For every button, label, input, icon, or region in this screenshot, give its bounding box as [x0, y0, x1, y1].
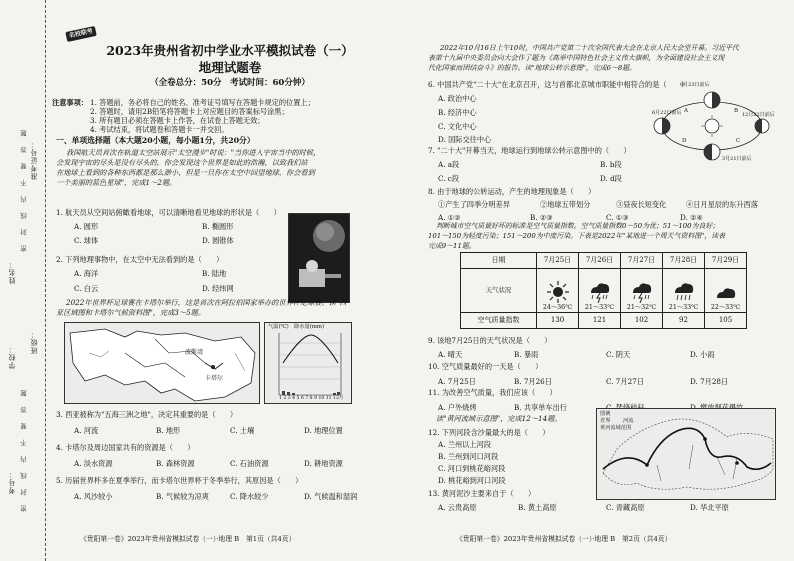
page-footer: 《贵阳第一卷》2023年贵州省模拟试卷（一）·地理 B 第1页（共4页） [80, 535, 296, 543]
question-3: 3. 西亚被称为"五海三洲之地"，决定其重要的是（ ） [56, 410, 238, 419]
school-label: 学校： [8, 345, 16, 369]
question-1: 1. 航天员从空间站俯瞰看地球，可以清晰地看见地球的形状是（ ） [56, 208, 281, 217]
page-footer: 《贵阳第一卷》2023年贵州省模拟试卷（一）·地理 B 第2页（共4页） [456, 535, 672, 543]
note-item: 3. 所有题目必须在答题卡上作答，在试卷上答题无效； [90, 116, 265, 125]
orbit-date-label: 12月22日前后 [742, 112, 775, 118]
subject-title: 地理试题卷 [198, 60, 262, 75]
passage-line: 2022年世界杯足球赛在卡塔尔举行，这是首次在阿拉伯国家举办的世界杯足球赛。读"西 [66, 298, 347, 307]
orbit-date-label: 3月21日前后 [722, 156, 752, 162]
q12-option-a[interactable]: A. 兰州以上河段 [438, 440, 491, 449]
q4-option-b[interactable]: B. 森林资源 [156, 459, 195, 468]
q5-option-c[interactable]: C. 降水较少 [230, 492, 269, 501]
orbit-segment-label: C [736, 138, 741, 144]
q10-option-b[interactable]: B. 7月26日 [514, 377, 552, 386]
exam-number-label: 考号： [8, 470, 16, 494]
passage-line: 会发现宇宙的尽头是没有尽头的，你会发现这个世界是如此的浩瀚，以致我们站 [56, 158, 308, 167]
q5-option-a[interactable]: A. 风沙较小 [74, 492, 113, 501]
weather-cell [621, 269, 663, 313]
seal-line-text: 密封线内不要答题 [20, 120, 28, 252]
section-heading: 一、单项选择题（本大题20小题，每小题1分，共20分） [56, 136, 255, 145]
table-row [461, 253, 747, 269]
temperature-range: 24～36℃ [542, 304, 573, 312]
q13-option-c[interactable]: C. 青藏高原 [606, 503, 645, 512]
passage-line: 亚区域图和卡塔尔气候资料图"，完成3～5题。 [56, 308, 206, 317]
astronaut-photo [288, 213, 350, 303]
weather-cell [537, 269, 579, 313]
q8-option-c[interactable]: C. ①③ [606, 213, 629, 222]
aqi-cell: 121 [579, 313, 621, 329]
weather-table [460, 252, 747, 329]
q8-option-d[interactable]: D. ②④ [680, 213, 703, 222]
note-item: 4. 考试结束，将试题卷和答题卡一并交回。 [90, 125, 229, 134]
union-exam-badge: 名校联考 [65, 26, 96, 42]
weather-cell [705, 269, 747, 313]
qatar-label: 卡塔尔 [205, 375, 224, 382]
passage-line: 代化国家而团结奋斗》的报告。读"地球公转示意图"，完成6～8题。 [428, 64, 637, 72]
aqi-cell: 130 [537, 313, 579, 329]
q7-option-c[interactable]: C. c段 [438, 174, 460, 183]
thunderstorm-icon [588, 281, 612, 303]
passage-line: 在地球上看到的各种东西都是那么渺小，但是一旦你在太空中回望地球，你会看到 [56, 168, 315, 177]
date-cell: 7月25日 [537, 253, 579, 269]
question-10: 10. 空气质量最好的一天是（ ） [428, 362, 543, 371]
q2-option-c[interactable]: C. 白云 [74, 284, 99, 293]
q4-option-a[interactable]: A. 淡水资源 [74, 459, 113, 468]
q12-option-d[interactable]: D. 桃花峪到河口河段 [438, 476, 506, 485]
q1-option-a[interactable]: A. 圆形 [74, 222, 99, 231]
q8-statement-2: ②地球五带划分 [540, 200, 591, 209]
earth-orbit-drawing [652, 82, 770, 164]
date-cell: 7月27日 [621, 253, 663, 269]
binding-strip [0, 0, 46, 561]
q1-option-d[interactable]: D. 圆锥体 [202, 236, 234, 245]
passage-line: 表第十九届中央委员会向大会作了题为《高举中国特色社会主义伟大旗帜，为全面建设社会主义现 [428, 54, 725, 62]
q10-option-c[interactable]: C. 7月27日 [606, 377, 644, 386]
map-legend-title: 图例 [600, 411, 611, 417]
q7-option-a[interactable]: A. a段 [438, 160, 460, 169]
persian-gulf-label: 波斯湾 [185, 349, 204, 356]
q13-option-b[interactable]: B. 黄土高原 [518, 503, 557, 512]
sun-icon [547, 281, 569, 303]
q10-option-d[interactable]: D. 7月28日 [690, 377, 729, 386]
q8-option-a[interactable]: A. ①② [438, 213, 461, 222]
passage-line: 判断城市空气质量好坏的标准是空气质量指数。空气质量指数0～50为优；51～100为良好； [436, 222, 720, 230]
seal-line-text: 密封线内不要答题 [20, 380, 28, 512]
q6-option-b[interactable]: B. 经济中心 [438, 108, 477, 117]
date-cell: 7月29日 [705, 253, 747, 269]
question-2: 2. 下列地理事物中，在太空中无法看到的是（ ） [56, 255, 224, 264]
table-row [461, 269, 747, 313]
q3-option-a[interactable]: A. 河流 [74, 426, 99, 435]
earth-orbit-diagram [652, 82, 775, 164]
q8-statement-1: ①产生了四季分明差异 [438, 200, 510, 209]
west-asia-map [64, 322, 260, 404]
question-8: 8. 由于地球的公转运动，产生的地理现象是（ ） [428, 187, 596, 196]
orbit-date-label: 6月22日前后 [652, 110, 682, 116]
question-6: 6. 中国共产党"二十大"在北京召开，这与首都北京城市职能中相符合的是（ ） [428, 80, 689, 89]
q3-option-c[interactable]: C. 土壤 [230, 426, 255, 435]
class-label: 班级： [30, 330, 38, 354]
aqi-cell: 102 [621, 313, 663, 329]
notes-label: 注意事项： [52, 98, 88, 107]
q12-option-b[interactable]: B. 兰州到河口河段 [438, 452, 499, 461]
q2-option-b[interactable]: B. 陆地 [202, 269, 227, 278]
aqi-cell: 105 [705, 313, 747, 329]
weather-cell [663, 269, 705, 313]
note-item: 1. 答题前，务必将自己的姓名、准考证号填写在答题卡规定的位置上； [90, 98, 315, 107]
astronaut-image [289, 214, 350, 303]
orbit-segment-label: D [682, 138, 687, 144]
question-5: 5. 历届世界杯多在夏季举行，而卡塔尔世界杯于冬季举行，其原因是（ ） [56, 476, 303, 485]
orbit-date-label: 9月23日前后 [680, 82, 710, 88]
climate-chart-axis-label: 气温(℃) 降水量(mm) [268, 324, 325, 330]
q3-option-d[interactable]: D. 地理位置 [304, 426, 343, 435]
table-row [461, 313, 747, 329]
thunderstorm-icon [630, 281, 654, 303]
question-7: 7. "二十大"开幕当天，地球运行到地球公转示意图中的（ ） [428, 146, 631, 155]
rain-icon [672, 281, 696, 303]
q3-option-b[interactable]: B. 地形 [156, 426, 181, 435]
map-legend-item: 黄河流域范围 [600, 425, 632, 431]
q1-option-c[interactable]: C. 球体 [74, 236, 99, 245]
q6-option-c[interactable]: C. 文化中心 [438, 122, 477, 131]
q13-option-d[interactable]: D. 华北平原 [690, 503, 729, 512]
map-legend-item: 省界 [600, 418, 611, 424]
q6-option-d[interactable]: D. 国际交往中心 [438, 135, 492, 144]
q7-option-b[interactable]: B. b段 [600, 160, 622, 169]
q8-statement-4: ④日月星辰的东升西落 [686, 200, 758, 209]
q8-option-b[interactable]: B. ②③ [530, 213, 553, 222]
date-cell: 7月26日 [579, 253, 621, 269]
name-label: 姓名： [8, 260, 16, 284]
climate-chart-months: 1 2 3 4 5 6 7 8 9 10 11 12月 [279, 396, 344, 401]
q9-option-b[interactable]: B. 暴雨 [514, 350, 539, 359]
map-legend-item: 河流 [623, 418, 634, 424]
climate-chart-drawing [265, 323, 352, 404]
question-13: 13. 黄河泥沙主要来自于（ ） [428, 489, 536, 498]
yellow-river-map [596, 408, 776, 500]
west-asia-map-drawing [65, 323, 260, 404]
page-2 [410, 0, 788, 561]
q12-option-c[interactable]: C. 河口到桃花峪河段 [438, 464, 506, 473]
q9-option-d[interactable]: D. 小雨 [690, 350, 715, 359]
date-cell: 7月28日 [663, 253, 705, 269]
aqi-cell: 92 [663, 313, 705, 329]
q13-option-a[interactable]: A. 云贵高原 [438, 503, 477, 512]
q10-option-a[interactable]: A. 7月25日 [438, 377, 476, 386]
cloudy-icon [714, 283, 738, 303]
temperature-range: 21～33℃ [584, 304, 615, 312]
seat-number-label: 准考证号： [30, 140, 38, 180]
row-header-aqi: 空气质量指数 [461, 313, 537, 329]
passage-line: 一个美丽的蓝色星球"，完成1～2题。 [56, 178, 177, 187]
q11-option-a[interactable]: A. 户外烧烤 [438, 403, 477, 412]
q1-option-b[interactable]: B. 椭圆形 [202, 222, 234, 231]
orbit-segment-label: A [684, 108, 688, 114]
question-11: 11. 为改善空气质量，我们应该（ ） [428, 388, 557, 397]
q5-option-b[interactable]: B. 气候较为凉爽 [156, 492, 209, 501]
q5-option-d[interactable]: D. 气候温和湿润 [304, 492, 358, 501]
q4-option-d[interactable]: D. 耕地资源 [304, 459, 343, 468]
q9-option-c[interactable]: C. 阴天 [606, 350, 631, 359]
note-item: 2. 答题时，请用2B铅笔将答题卡上对应题目的答案标号涂黑； [90, 107, 289, 116]
orbit-segment-label: B [734, 108, 739, 114]
score-info: （全卷总分：50分 考试时间：60分钟） [150, 78, 310, 88]
row-header-date: 日期 [461, 253, 537, 269]
q11-option-b[interactable]: B. 共享单车出行 [514, 403, 567, 412]
passage-line: 我国航天员首次在轨道太空站展示"太空漫步"时说："当你进入宇宙当中的时候， [66, 148, 321, 157]
q4-option-c[interactable]: C. 石油资源 [230, 459, 269, 468]
q7-option-d[interactable]: D. d段 [600, 174, 622, 183]
q2-option-a[interactable]: A. 海洋 [74, 269, 99, 278]
question-4: 4. 卡塔尔及周边国家共有的资源是（ ） [56, 443, 195, 452]
q9-option-a[interactable]: A. 晴天 [438, 350, 463, 359]
passage-line: 101～150为轻度污染；151～200为中度污染。下表是2022年"某地进一个周天气资料图"，读表 [428, 232, 725, 240]
question-12: 12. 下列河段含沙量最大的是（ ） [428, 428, 550, 437]
row-header-weather: 天气状况 [461, 269, 537, 313]
passage-line: 读"黄河流域示意图"，完成12～14题。 [436, 414, 562, 423]
passage-line: 2022年10月16日上午10时，中国共产党第二十次全国代表大会在北京人民大会堂开幕。习近平代 [440, 44, 739, 52]
qatar-climate-chart [264, 322, 352, 404]
temperature-range: 21～32℃ [626, 304, 657, 312]
page-1 [52, 0, 397, 561]
temperature-range: 21～33℃ [668, 304, 699, 312]
weather-cell [579, 269, 621, 313]
q2-option-d[interactable]: D. 经纬网 [202, 284, 234, 293]
temperature-range: 22～33℃ [710, 304, 741, 312]
exam-title: 2023年贵州省初中学业水平模拟试卷（一） [106, 43, 354, 58]
passage-line: 完成9～11题。 [428, 242, 476, 250]
q6-option-a[interactable]: A. 政治中心 [438, 94, 477, 103]
question-9: 9. 该地7月25日的天气状况是（ ） [428, 336, 552, 345]
q8-statement-3: ③昼夜长短变化 [616, 200, 667, 209]
